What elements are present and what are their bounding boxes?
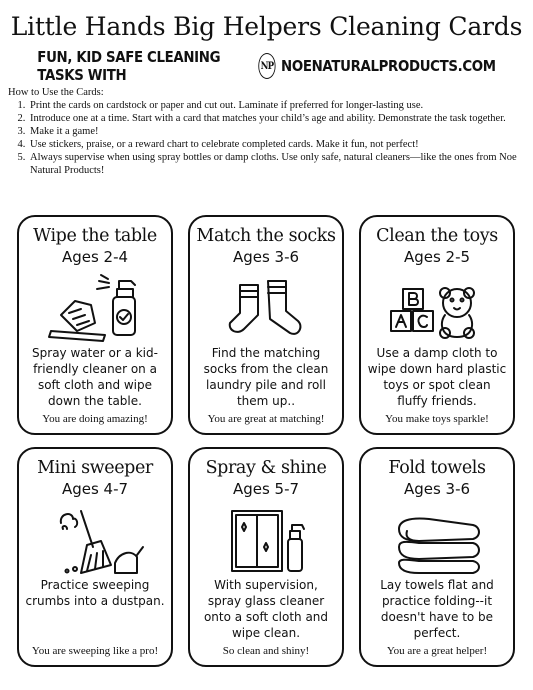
how-to-step: 2. Introduce one at a time. Start with a card that matches your child’s age and ability. Demonstrate the task together. (28, 112, 523, 125)
how-to-step: 4. Use stickers, praise, or a reward chart to celebrate completed cards. Make it fun, not perfect! (28, 138, 523, 151)
card-encouragement: You are great at matching! (207, 413, 325, 425)
wipe-table-icon (47, 275, 143, 343)
towels-icon (389, 507, 485, 575)
window-spray-icon (218, 507, 314, 575)
card-ages: Ages 4-7 (61, 480, 129, 498)
card-wipe-the-table (17, 215, 173, 435)
how-to-step: 3. Make it a game! (28, 125, 523, 138)
card-encouragement: You are sweeping like a pro! (31, 645, 159, 657)
card-ages: Ages 2-5 (403, 248, 471, 266)
page-subtitle (37, 48, 496, 84)
card-description: Spray water or a kid-friendly cleaner on a soft cloth and wipe down the table. (32, 346, 158, 408)
card-match-the-socks (188, 215, 344, 435)
card-title: Fold towels (388, 458, 486, 478)
card-description: Find the matching socks from the clean laundry pile and roll them up.. (203, 346, 329, 408)
card-title: Spray & shine (205, 458, 327, 478)
card-description: Lay towels flat and practice folding--it doesn't have to be perfect. (380, 578, 494, 640)
card-encouragement: You are doing amazing! (42, 413, 148, 425)
card-title: Clean the toys (376, 226, 498, 246)
toys-icon (389, 275, 485, 343)
socks-icon (218, 275, 314, 343)
card-description: Use a damp cloth to wipe down hard plastic toys or spot clean fluffy friends. (367, 346, 507, 408)
page-title: Little Hands Big Helpers Cleaning Cards (10, 12, 523, 41)
how-to-steps (8, 99, 523, 177)
card-ages: Ages 3-6 (403, 480, 471, 498)
card-spray-and-shine (188, 447, 344, 667)
card-description: With supervision, spray glass cleaner onto a soft cloth and wipe clean. (203, 578, 329, 640)
card-encouragement: So clean and shiny! (222, 645, 310, 657)
how-to-step: 5. Always supervise when using spray bottles or damp cloths. Use only safe, natural cleaners—like the ones from Noe Natural Products! (28, 151, 523, 177)
card-title: Wipe the table (33, 226, 157, 246)
card-clean-the-toys (359, 215, 515, 435)
card-description: Practice sweeping crumbs into a dustpan. (25, 578, 165, 608)
how-to-step: 1. Print the cards on cardstock or paper and cut out. Laminate if preferred for longer-lasting use. (28, 99, 523, 112)
broom-icon (47, 507, 143, 575)
card-fold-towels (359, 447, 515, 667)
how-to-section (8, 86, 523, 177)
card-mini-sweeper (17, 447, 173, 667)
card-title: Match the socks (196, 226, 336, 246)
brand-website: NOENATURALPRODUCTS.COM (281, 57, 496, 75)
card-ages: Ages 2-4 (61, 248, 129, 266)
card-ages: Ages 3-6 (232, 248, 300, 266)
card-encouragement: You make toys sparkle! (385, 413, 489, 425)
card-title: Mini sweeper (37, 458, 153, 478)
card-encouragement: You are a great helper! (386, 645, 488, 657)
np-logo-icon: NP (258, 53, 276, 79)
subtitle-text: FUN, KID SAFE CLEANING TASKS WITH (37, 48, 221, 84)
card-ages: Ages 5-7 (232, 480, 300, 498)
how-to-heading: How to Use the Cards: (8, 87, 104, 98)
